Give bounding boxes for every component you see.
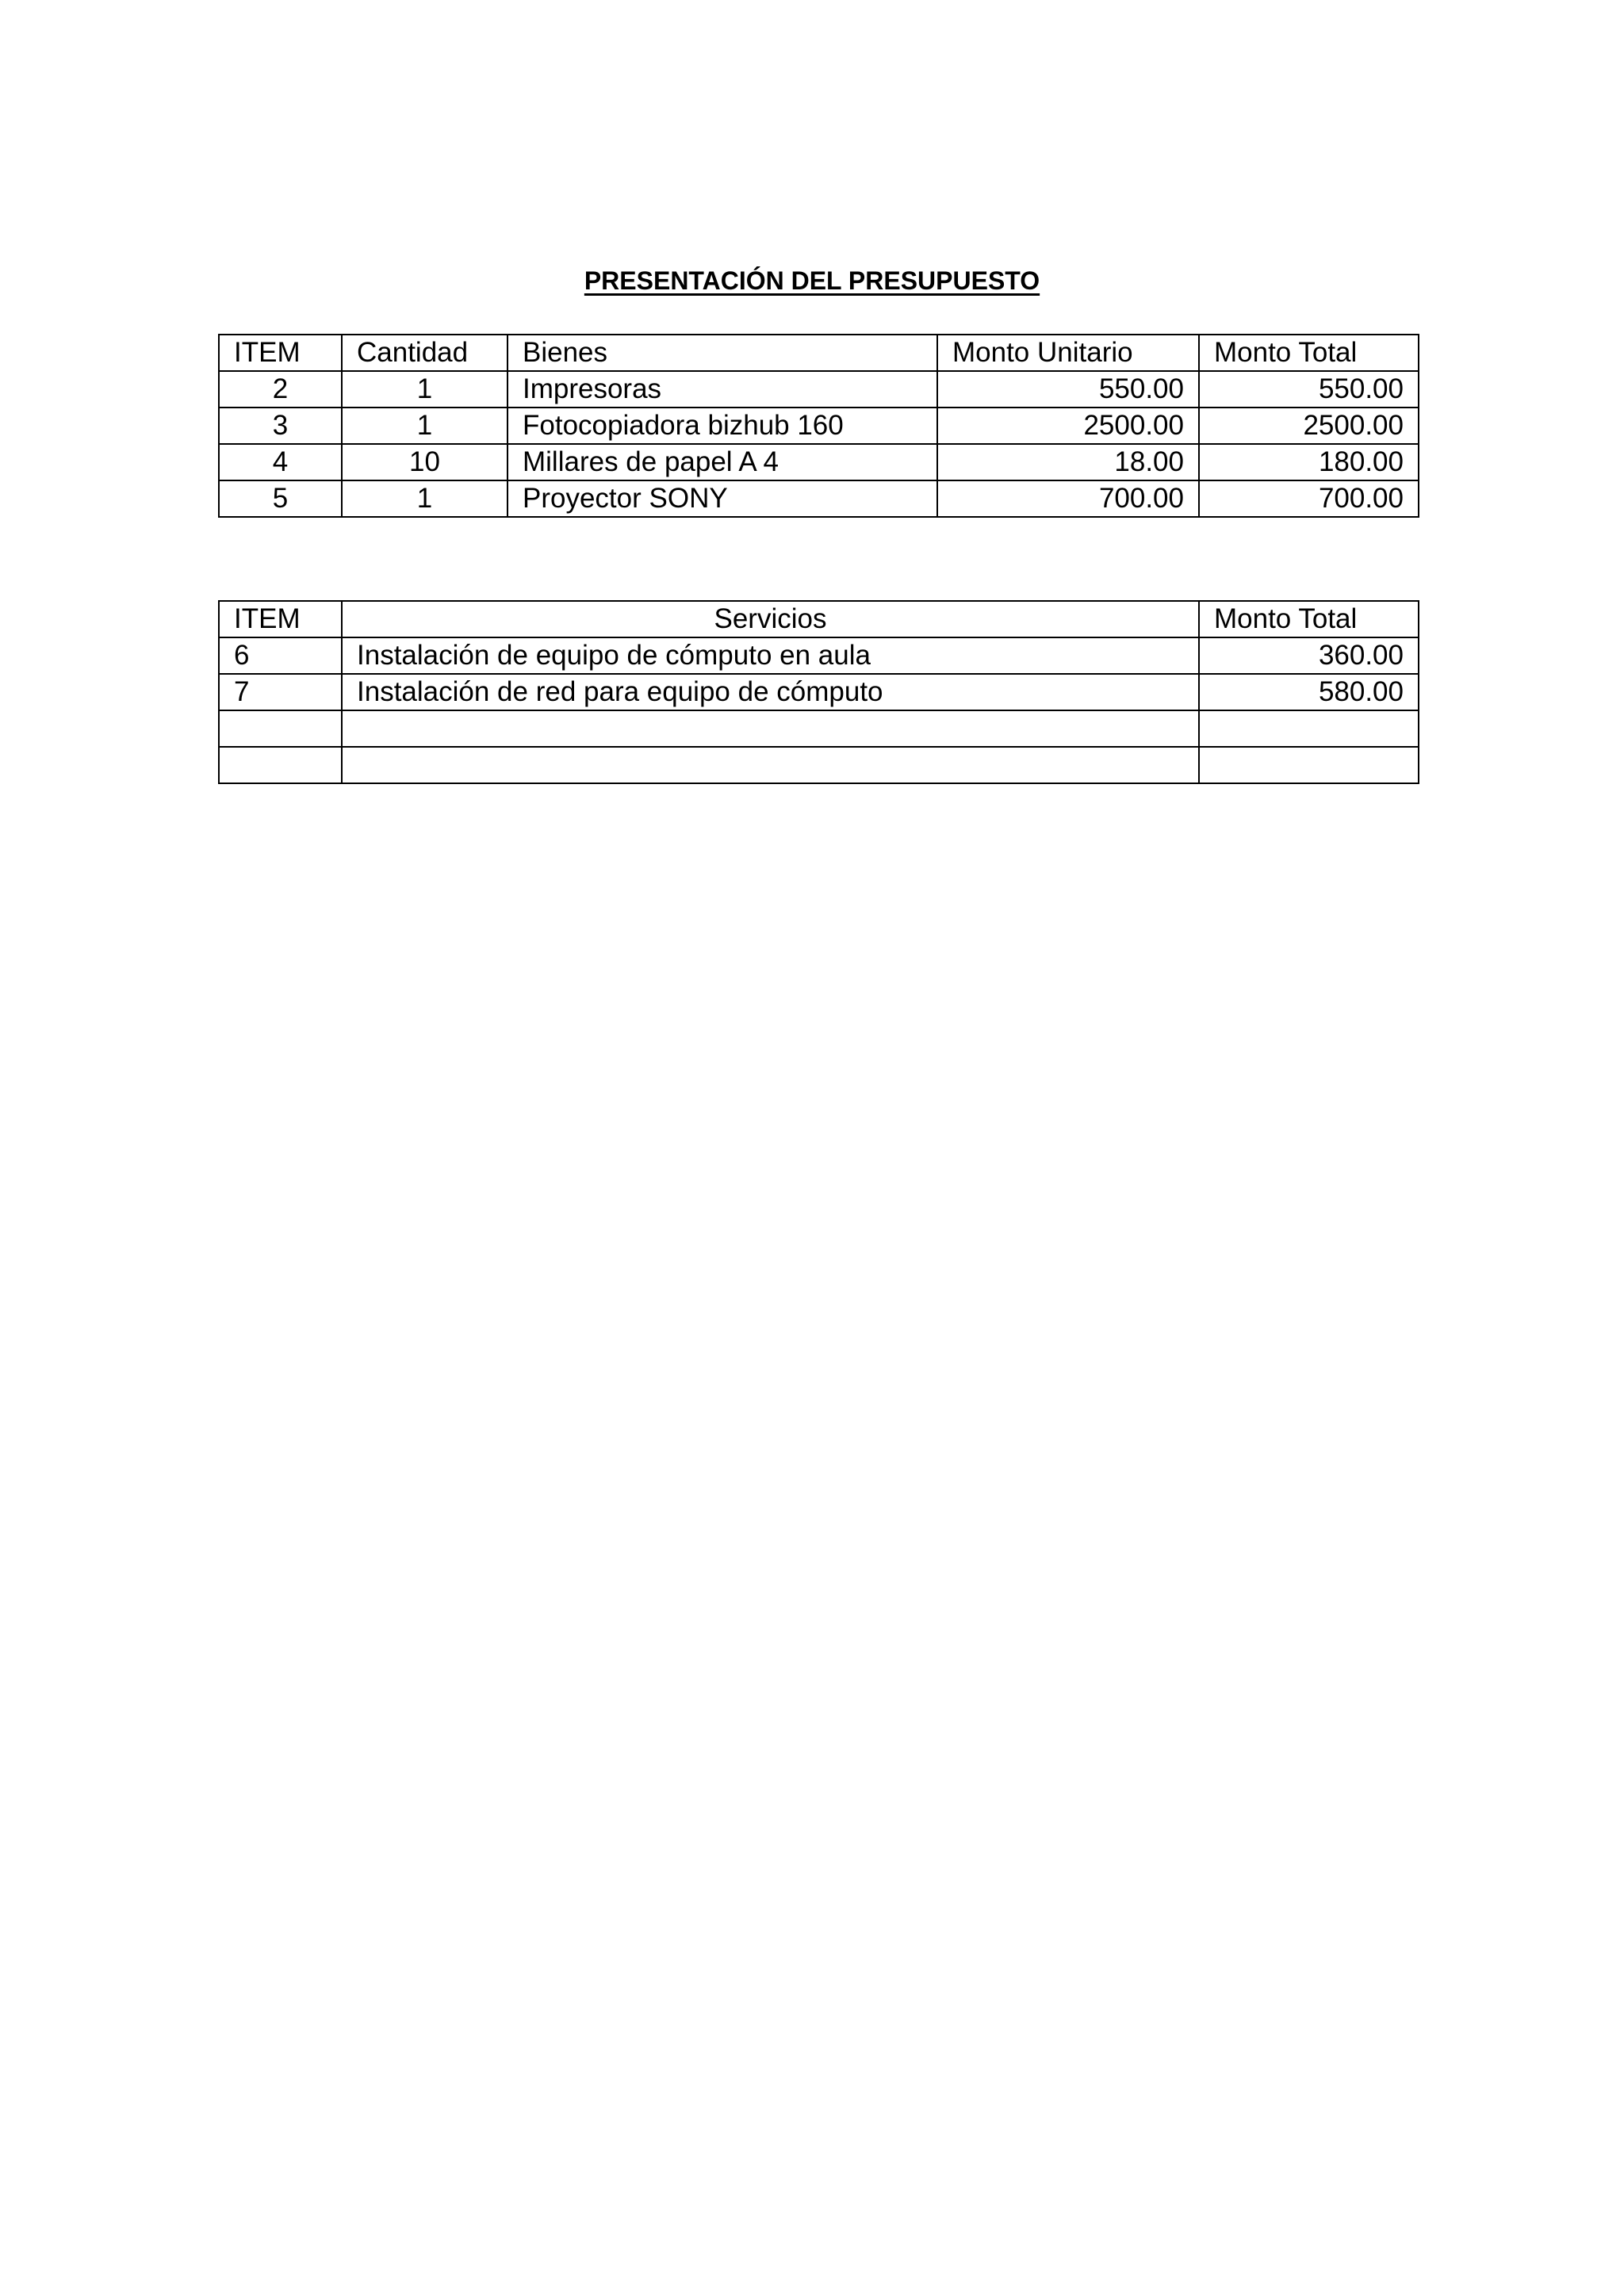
table-row — [219, 444, 1419, 480]
total-amount-cell: 580.00 — [1199, 674, 1419, 710]
unit-amount-cell: 550.00 — [937, 371, 1199, 408]
item-cell: 7 — [219, 674, 342, 710]
goods-budget-table — [218, 334, 1419, 518]
table-row — [219, 674, 1419, 710]
page-title: PRESENTACIÓN DEL PRESUPUESTO — [584, 266, 1040, 295]
item-cell: 2 — [219, 371, 342, 408]
table-header-row — [219, 601, 1419, 637]
total-amount-cell — [1199, 710, 1419, 747]
unit-amount-cell: 700.00 — [937, 480, 1199, 517]
header-item: ITEM — [219, 601, 342, 637]
total-amount-cell: 360.00 — [1199, 637, 1419, 674]
item-cell: 3 — [219, 408, 342, 444]
total-amount-cell: 700.00 — [1199, 480, 1419, 517]
service-cell — [342, 710, 1199, 747]
service-cell: Instalación de red para equipo de cómputo — [342, 674, 1199, 710]
service-cell: Instalación de equipo de cómputo en aula — [342, 637, 1199, 674]
table-row — [219, 747, 1419, 783]
header-unit-amount: Monto Unitario — [937, 335, 1199, 371]
table-row — [219, 637, 1419, 674]
item-cell: 6 — [219, 637, 342, 674]
header-goods: Bienes — [508, 335, 937, 371]
header-services: Servicios — [342, 601, 1199, 637]
table-row — [219, 371, 1419, 408]
service-cell — [342, 747, 1199, 783]
total-amount-cell — [1199, 747, 1419, 783]
header-total-amount: Monto Total — [1199, 335, 1419, 371]
unit-amount-cell: 18.00 — [937, 444, 1199, 480]
item-cell: 5 — [219, 480, 342, 517]
quantity-cell: 1 — [342, 408, 508, 444]
table-row — [219, 408, 1419, 444]
goods-cell: Impresoras — [508, 371, 937, 408]
total-amount-cell: 550.00 — [1199, 371, 1419, 408]
goods-cell: Fotocopiadora bizhub 160 — [508, 408, 937, 444]
header-total-amount: Monto Total — [1199, 601, 1419, 637]
header-quantity: Cantidad — [342, 335, 508, 371]
total-amount-cell: 180.00 — [1199, 444, 1419, 480]
goods-cell: Millares de papel A 4 — [508, 444, 937, 480]
item-cell — [219, 710, 342, 747]
header-item: ITEM — [219, 335, 342, 371]
table-row — [219, 710, 1419, 747]
services-budget-table — [218, 600, 1419, 784]
goods-cell: Proyector SONY — [508, 480, 937, 517]
table-row — [219, 480, 1419, 517]
quantity-cell: 1 — [342, 371, 508, 408]
item-cell: 4 — [219, 444, 342, 480]
table-header-row — [219, 335, 1419, 371]
quantity-cell: 10 — [342, 444, 508, 480]
item-cell — [219, 747, 342, 783]
unit-amount-cell: 2500.00 — [937, 408, 1199, 444]
quantity-cell: 1 — [342, 480, 508, 517]
total-amount-cell: 2500.00 — [1199, 408, 1419, 444]
